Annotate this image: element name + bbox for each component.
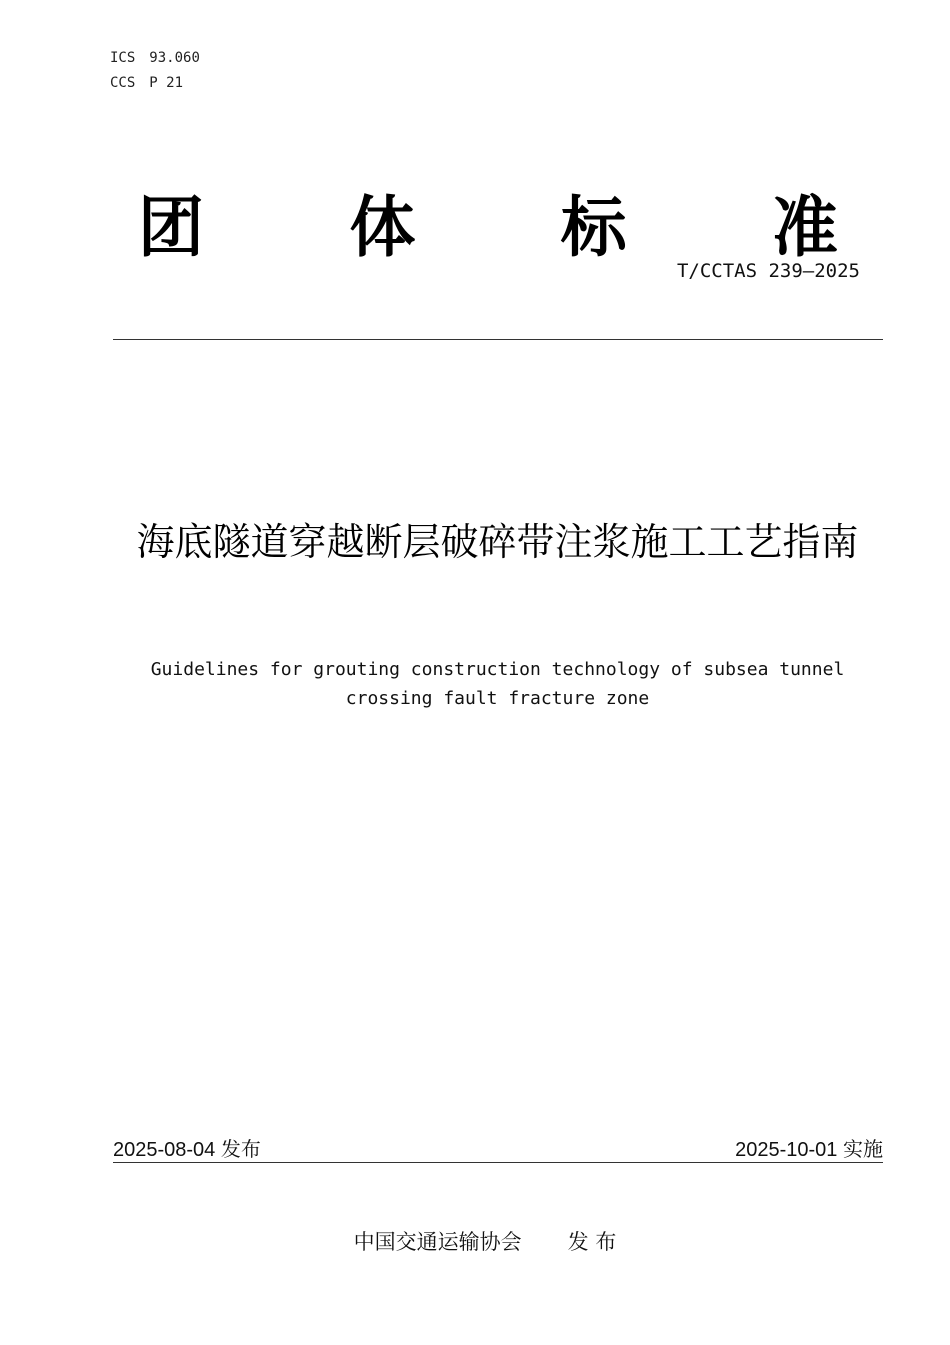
publisher-name: 中国交通运输协会 [353,1230,522,1254]
publisher-line [0,1226,950,1256]
english-title-line-1: Guidelines for grouting construction technology of subsea tunnel [150,659,845,680]
ccs-value: P 21 [149,75,184,91]
english-title-line-2: crossing fault fracture zone [345,688,650,709]
ccs-code [110,71,200,96]
standard-number: T/CCTAS 239—2025 [676,260,860,282]
ics-code [110,46,200,71]
effective-date: 2025-10-01 实施 [735,1139,883,1161]
top-divider [113,339,883,340]
chinese-title: 海底隧道穿越断层破碎带注浆施工工艺指南 [136,520,859,564]
bottom-divider [113,1162,883,1163]
ccs-label: CCS [110,75,136,91]
standard-type-char: 团 [138,189,204,266]
release-date: 2025-08-04 发布 [113,1139,261,1161]
standard-type-char: 准 [771,189,838,266]
english-title [90,655,905,713]
ics-label: ICS [110,50,136,66]
standard-type-title [138,188,838,268]
publisher-action: 发 布 [567,1230,617,1254]
classification-codes [110,46,200,96]
ics-value: 93.060 [149,50,200,66]
standard-type-char: 标 [560,189,627,266]
standard-type-char: 体 [349,189,416,266]
